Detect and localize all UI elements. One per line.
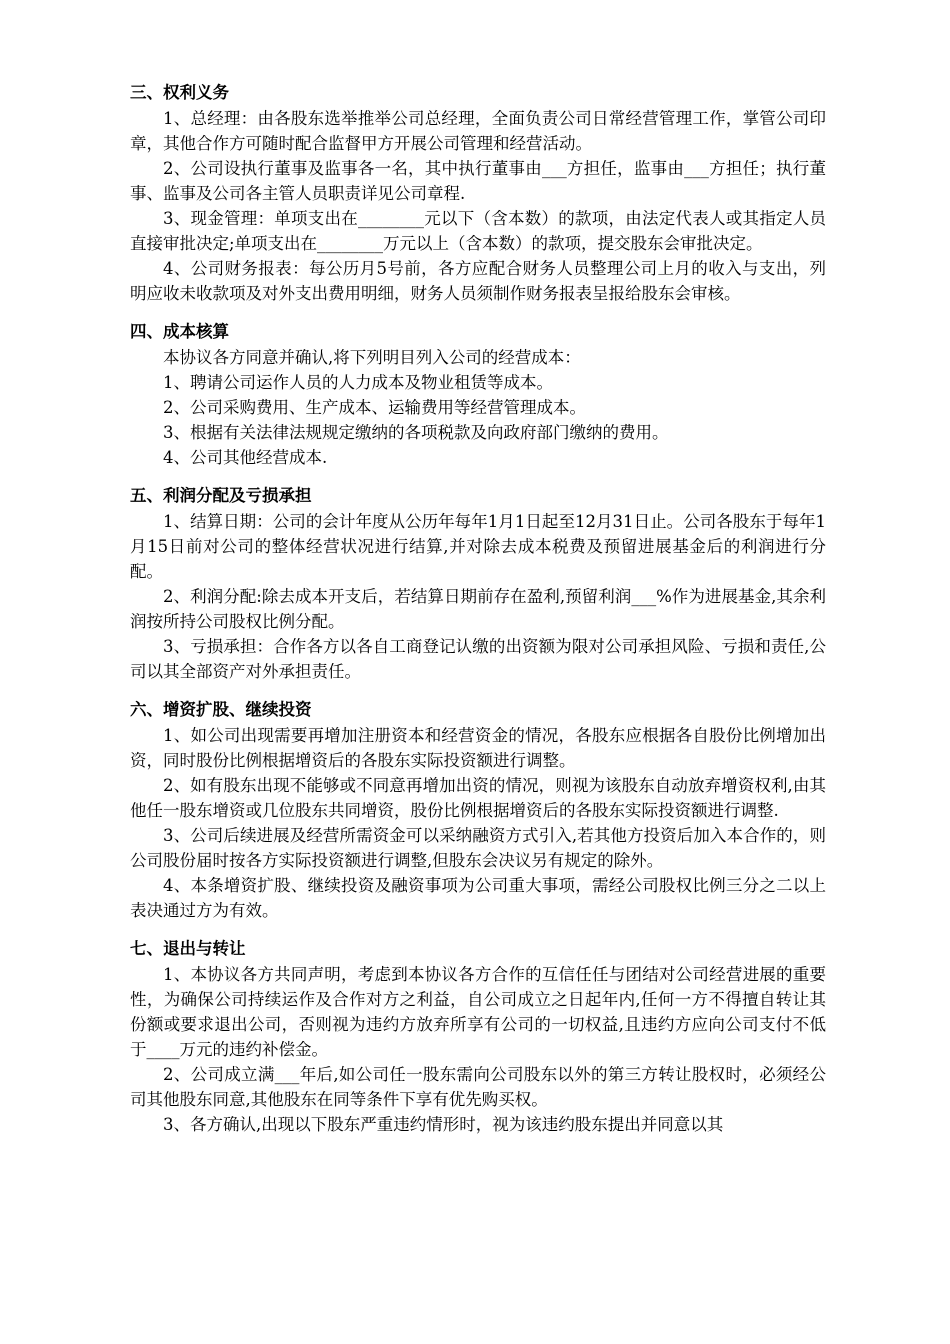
paragraph: 4、公司财务报表：每公历月5号前，各方应配合财务人员整理公司上月的收入与支出，列明应收未收款项及对外支出费用明细，财务人员须制作财务报表呈报给股东会审核。 bbox=[130, 259, 826, 303]
paragraph: 2、公司采购费用、生产成本、运输费用等经营管理成本。 bbox=[163, 398, 586, 417]
section-heading: 四、成本核算 bbox=[130, 322, 229, 341]
paragraph: 3、各方确认,出现以下股东严重违约情形时，视为该违约股东提出并同意以其 bbox=[163, 1115, 724, 1134]
section-heading: 六、增资扩股、继续投资 bbox=[130, 700, 312, 719]
section-profit-loss bbox=[130, 483, 826, 684]
document-page bbox=[130, 80, 826, 1150]
paragraph: 1、聘请公司运作人员的人力成本及物业租赁等成本。 bbox=[163, 373, 553, 392]
paragraph: 3、现金管理：单项支出在________元以下（含本数）的款项，由法定代表人或其指定人员直接审批决定;单项支出在________万元以上（含本数）的款项，提交股东会审批决定。 bbox=[130, 209, 826, 253]
paragraph: 2、公司设执行董事及监事各一名，其中执行董事由___方担任，监事由___方担任；执行董事、监事及公司各主管人员职责详见公司章程. bbox=[130, 159, 826, 203]
paragraph: 3、根据有关法律法规规定缴纳的各项税款及向政府部门缴纳的费用。 bbox=[163, 423, 669, 442]
section-exit-transfer bbox=[130, 936, 826, 1137]
paragraph: 1、结算日期：公司的会计年度从公历年每年1月1日起至12月31日止。公司各股东于每年1月15日前对公司的整体经营状况进行结算,并对除去成本税费及预留进展基金后的利润进行分配。 bbox=[130, 512, 826, 581]
paragraph: 2、如有股东出现不能够或不同意再增加出资的情况，则视为该股东自动放弃增资权利,由其他任一股东增资或几位股东共同增资，股份比例根据增资后的各股东实际投资额进行调整. bbox=[130, 776, 826, 820]
paragraph: 2、公司成立满___年后,如公司任一股东需向公司股东以外的第三方转让股权时，必须经公司其他股东同意,其他股东在同等条件下享有优先购买权。 bbox=[130, 1065, 826, 1109]
paragraph: 1、总经理：由各股东选举推举公司总经理，全面负责公司日常经营管理工作，掌管公司印章，其他合作方可随时配合监督甲方开展公司管理和经营活动。 bbox=[130, 109, 826, 153]
paragraph: 1、本协议各方共同声明，考虑到本协议各方合作的互信任任与团结对公司经营进展的重要性，为确保公司持续运作及合作对方之利益，自公司成立之日起年内,任何一方不得擅自转让其份额或要求退出公司，否则视为违约方放弃所享有公司的一切权益,且违约方应向公司支付不低于____万元的违约补偿金。 bbox=[130, 965, 826, 1059]
paragraph: 1、如公司出现需要再增加注册资本和经营资金的情况，各股东应根据各自股份比例增加出资，同时股份比例根据增资后的各股东实际投资额进行调整。 bbox=[130, 726, 826, 770]
section-heading: 七、退出与转让 bbox=[130, 939, 246, 958]
section-heading: 三、权利义务 bbox=[130, 83, 229, 102]
paragraph: 4、公司其他经营成本. bbox=[163, 448, 328, 467]
paragraph: 3、亏损承担：合作各方以各自工商登记认缴的出资额为限对公司承担风险、亏损和责任,公司以其全部资产对外承担责任。 bbox=[130, 637, 826, 681]
paragraph: 本协议各方同意并确认,将下列明目列入公司的经营成本： bbox=[163, 348, 581, 367]
section-rights-obligations bbox=[130, 80, 826, 306]
section-capital-increase bbox=[130, 697, 826, 923]
section-heading: 五、利润分配及亏损承担 bbox=[130, 486, 312, 505]
paragraph: 4、本条增资扩股、继续投资及融资事项为公司重大事项，需经公司股权比例三分之二以上表决通过方为有效。 bbox=[130, 876, 826, 920]
paragraph: 3、公司后续进展及经营所需资金可以采纳融资方式引入,若其他方投资后加入本合作的，则公司股份届时按各方实际投资额进行调整,但股东会决议另有规定的除外。 bbox=[130, 826, 826, 870]
section-cost-accounting bbox=[130, 319, 826, 470]
paragraph: 2、利润分配:除去成本开支后，若结算日期前存在盈利,预留利润___%作为进展基金,其余利润按所持公司股权比例分配。 bbox=[130, 587, 826, 631]
